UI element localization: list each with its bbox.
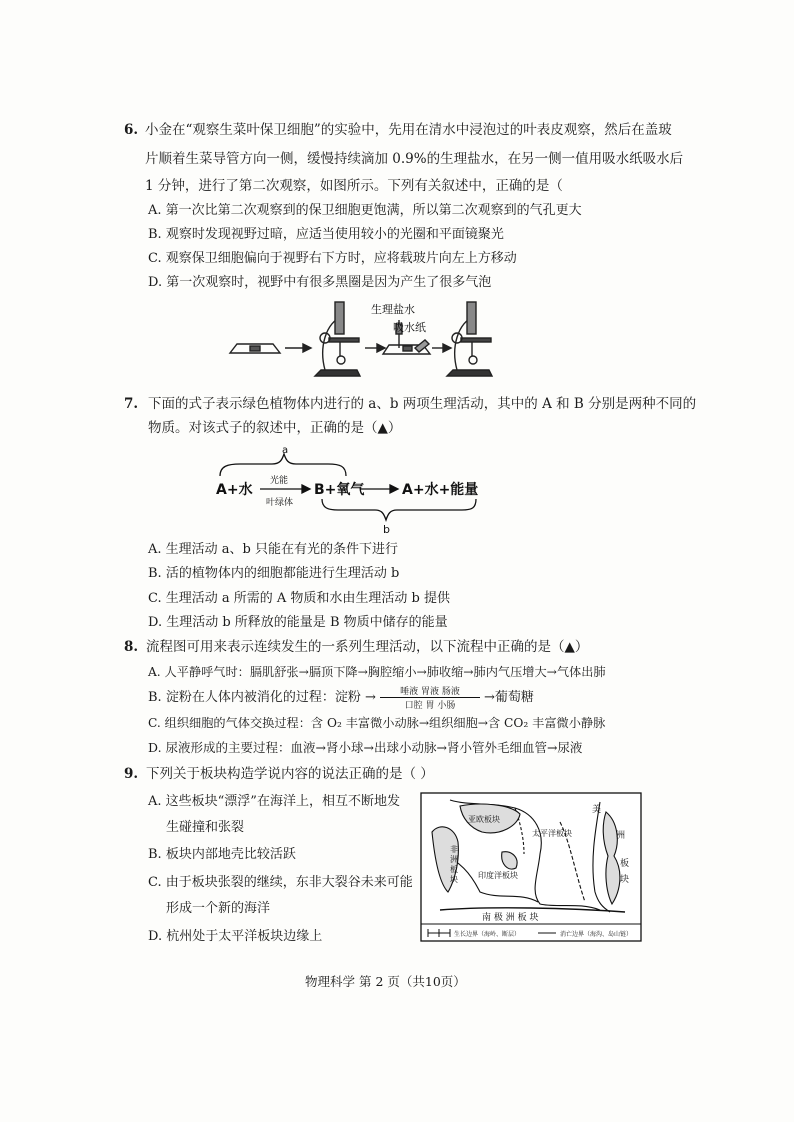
q8-number: 8. — [124, 639, 139, 655]
q7-number: 7. — [124, 396, 139, 412]
map-label-africa-1: 非 — [450, 845, 458, 854]
q6-option-c: C. 观察保卫细胞偏向于视野右下方时，应将载玻片向左上方移动 — [148, 251, 517, 266]
q6-option-d: D. 第一次观察时，视野中有很多黑圈是因为产生了很多气泡 — [148, 275, 492, 290]
brace-b-label: b — [383, 523, 390, 536]
map-label-indo: 印度洋板块 — [478, 871, 518, 880]
map-label-antarctic: 南 极 洲 板 块 — [482, 913, 539, 923]
brace-a-label: a — [282, 445, 289, 456]
q6-microscope-figure — [225, 298, 515, 384]
q8-option-d: D. 尿液形成的主要过程：血液→肾小球→出球小动脉→肾小管外毛细血管→尿液 — [148, 740, 583, 755]
q7-formula — [210, 444, 500, 536]
microscope-icon-2 — [447, 302, 492, 376]
q6-option-a: A. 第一次比第二次观察到的保卫细胞更饱满，所以第二次观察到的气孔更大 — [148, 203, 582, 218]
formula-chloroplast-label: 叶绿体 — [266, 498, 294, 508]
map-label-america-1: 美 — [592, 805, 602, 815]
map-label-africa-2: 洲 — [450, 855, 458, 864]
map-label-africa-3: 板 — [450, 865, 458, 874]
q9-option-d: D. 杭州处于太平洋板块边缘上 — [148, 929, 323, 944]
q9-option-c-line-2: 形成一个新的海洋 — [166, 901, 271, 916]
map-label-america-2: 洲 — [616, 831, 626, 841]
microscope-icon — [315, 302, 360, 376]
map-label-america-3: 板 — [620, 859, 630, 869]
q9-option-c-line-1: C. 由于板块张裂的继续，东非大裂谷未来可能 — [148, 875, 413, 890]
q7-option-d: D. 生理活动 b 所释放的能量是 B 物质中储存的能量 — [148, 615, 448, 630]
saline-label: 生理盐水 — [371, 303, 415, 316]
q8-option-b-organs: 口腔 胃 小肠 — [404, 701, 456, 711]
q9-option-b: B. 板块内部地壳比较活跃 — [148, 847, 296, 862]
q7-option-a: A. 生理活动 a、b 只能在有光的条件下进行 — [148, 542, 398, 557]
formula-light-label: 光能 — [270, 476, 289, 486]
absorbent-paper-label: 吸水纸 — [393, 321, 426, 334]
q8-option-b-prefix: B. 淀粉在人体内被消化的过程：淀粉 → — [148, 690, 376, 705]
q7-stem-line-1: 下面的式子表示绿色植物体内进行的 a、b 两项生理活动，其中的 A 和 B 分别是两种不同的 — [148, 396, 697, 412]
formula-right: A+水+能量 — [402, 482, 479, 498]
q6-stem-line-3: 1 分钟，进行了第二次观察，如图所示。下列有关叙述中，正确的是（ — [145, 178, 563, 194]
page-footer: 物理科学 第 2 页（共10页） — [305, 974, 466, 989]
formula-middle: B+氧气 — [314, 482, 365, 498]
map-legend-2: 消亡边界（海沟、岛山链） — [560, 931, 633, 938]
q6-number: 6. — [124, 122, 139, 138]
q9-option-a-line-1: A. 这些板块“漂浮”在海洋上，相互不断地发 — [148, 794, 400, 809]
q9-number: 9. — [124, 766, 139, 782]
map-label-africa-4: 块 — [450, 875, 458, 884]
q6-stem-line-1: 小金在“观察生菜叶保卫细胞”的实验中，先用在清水中浸泡过的叶表皮观察，然后在盖玻 — [145, 122, 672, 138]
q9-stem: 下列关于板块构造学说内容的说法正确的是（ ） — [146, 766, 434, 782]
map-label-eurasia: 亚欧板块 — [468, 815, 500, 824]
q7-option-b: B. 活的植物体内的细胞都能进行生理活动 b — [148, 566, 400, 581]
q9-option-a-line-2: 生碰撞和张裂 — [166, 820, 245, 835]
q6-stem-line-2: 片顺着生菜导管方向一侧，缓慢持续滴加 0.9%的生理盐水，在另一侧一值用吸水纸吸水后 — [145, 151, 684, 167]
formula-left: A+水 — [216, 482, 253, 498]
plate-tectonics-map — [420, 792, 642, 942]
q8-option-c: C. 组织细胞的气体交换过程：含 O₂ 丰富微小动脉→组织细胞→含 CO₂ 丰富微小静脉 — [148, 716, 606, 730]
q7-stem-line-2: 物质。对该式子的叙述中，正确的是（▲） — [148, 420, 402, 436]
map-legend-1: 生长边界（海岭、断层） — [454, 931, 521, 938]
q8-option-a: A. 人平静呼气时：膈肌舒张→膈顶下降→胸腔缩小→肺收缩→肺内气压增大→气体出肺 — [148, 665, 606, 679]
q8-option-b-suffix: →葡萄糖 — [484, 690, 534, 705]
q8-stem: 流程图可用来表示连续发生的一系列生理活动，以下流程中正确的是（▲） — [146, 639, 589, 655]
map-label-america-4: 块 — [620, 875, 630, 885]
q7-option-c: C. 生理活动 a 所需的 A 物质和水由生理活动 b 提供 — [148, 591, 451, 606]
q6-option-b: B. 观察时发现视野过暗，应适当使用较小的光圈和平面镜聚光 — [148, 227, 504, 242]
map-label-pacific: 太平洋板块 — [532, 829, 572, 838]
q8-option-b-enzymes: 唾液 胃液 肠液 — [380, 684, 480, 698]
